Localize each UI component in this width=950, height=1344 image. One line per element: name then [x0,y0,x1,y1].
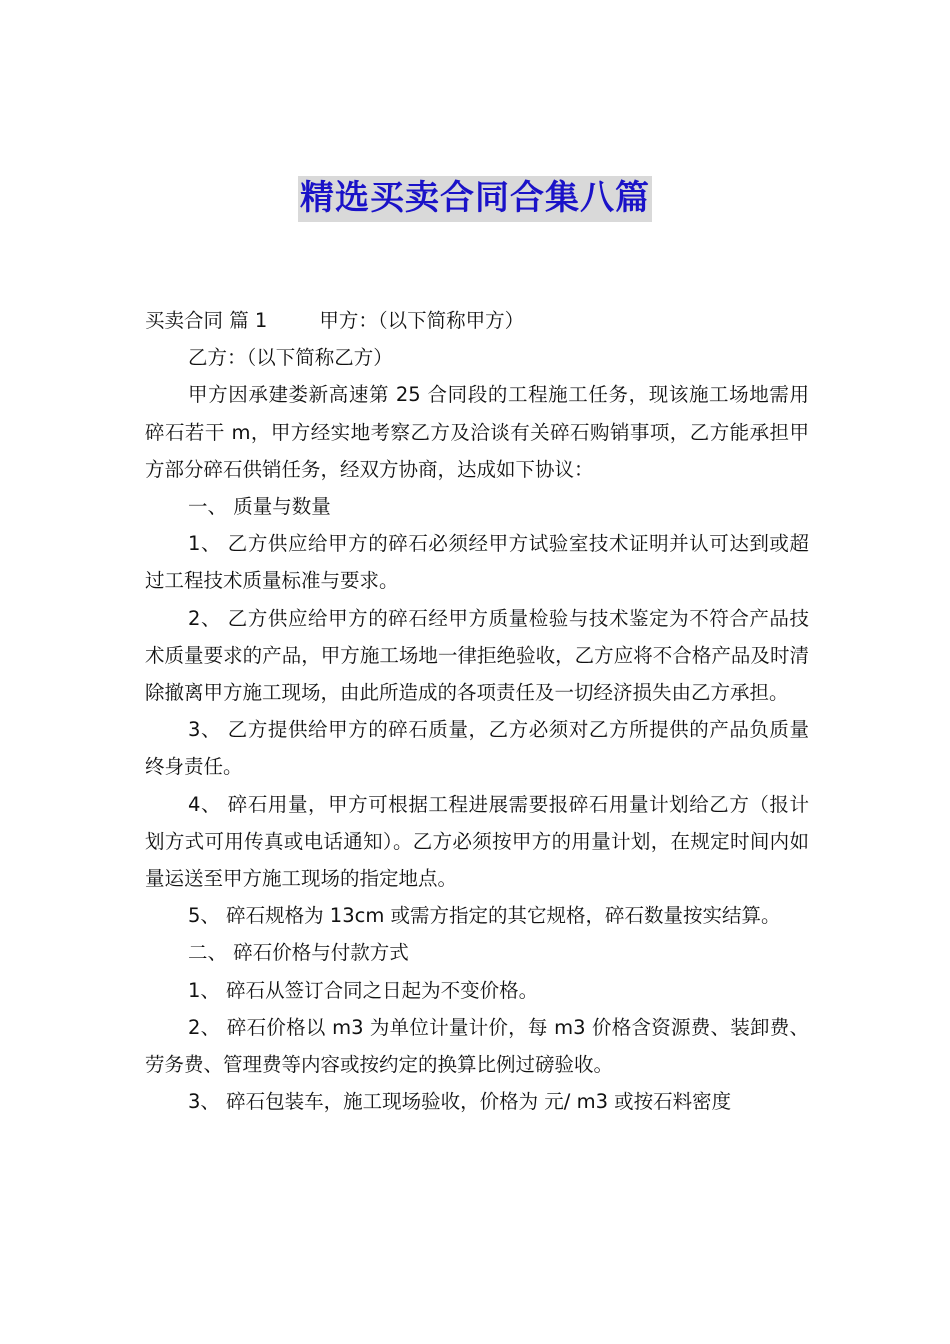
clause-1-3: 3、 乙方提供给甲方的碎石质量，乙方必须对乙方所提供的产品负质量终身责任。 [145,718,809,779]
clause-1-1: 1、 乙方供应给甲方的碎石必须经甲方试验室技术证明并认可达到或超过工程技术质量标准与要求。 [145,532,809,593]
clause-2-1: 1、 碎石从签订合同之日起为不变价格。 [188,978,539,1002]
clause-1-2: 2、 乙方供应给甲方的碎石经甲方质量检验与技术鉴定为不符合产品技术质量要求的产品，甲方施工场地一律拒绝验收，乙方应将不合格产品及时清除撤离甲方施工现场，由此所造成的各项责任及一切经济损失由乙方承担。 [145,606,809,705]
party-a-line: 甲方：（以下简称甲方） [319,309,525,332]
section-heading-quality: 一、 质量与数量 [188,495,331,519]
contract-heading-line [145,302,809,339]
section-heading-price: 二、 碎石价格与付款方式 [188,941,409,965]
clause-1-4: 4、 碎石用量，甲方可根据工程进展需要报碎石用量计划给乙方（报计划方式可用传真或电话通知）。乙方必须按甲方的用量计划，在规定时间内如量运送至甲方施工现场的指定地点。 [145,792,809,891]
clause-2-3: 3、 碎石包装车，施工现场验收，价格为 元/ m3 或按石料密度 [188,1090,732,1114]
preamble-paragraph: 甲方因承建娄新高速第 25 合同段的工程施工任务，现该施工场地需用碎石若干 m，甲方经实地考察乙方及洽谈有关碎石购销事项，乙方能承担甲方部分碎石供销任务，经双方协商，达成如下协议： [145,383,809,481]
party-b-line: 乙方：（以下简称乙方） [188,346,393,370]
contract-heading: 买卖合同 篇 1 [145,309,268,332]
clause-2-2: 2、 碎石价格以 m3 为单位计量计价，每 m3 价格含资源费、装卸费、劳务费、管理费等内容或按约定的换算比例过磅验收。 [145,1015,809,1077]
document-body [145,302,809,1120]
title-container [0,176,950,222]
clause-1-5: 5、 碎石规格为 13cm 或需方指定的其它规格，碎石数量按实结算。 [188,904,781,928]
document-title: 精选买卖合同合集八篇 [298,176,652,222]
